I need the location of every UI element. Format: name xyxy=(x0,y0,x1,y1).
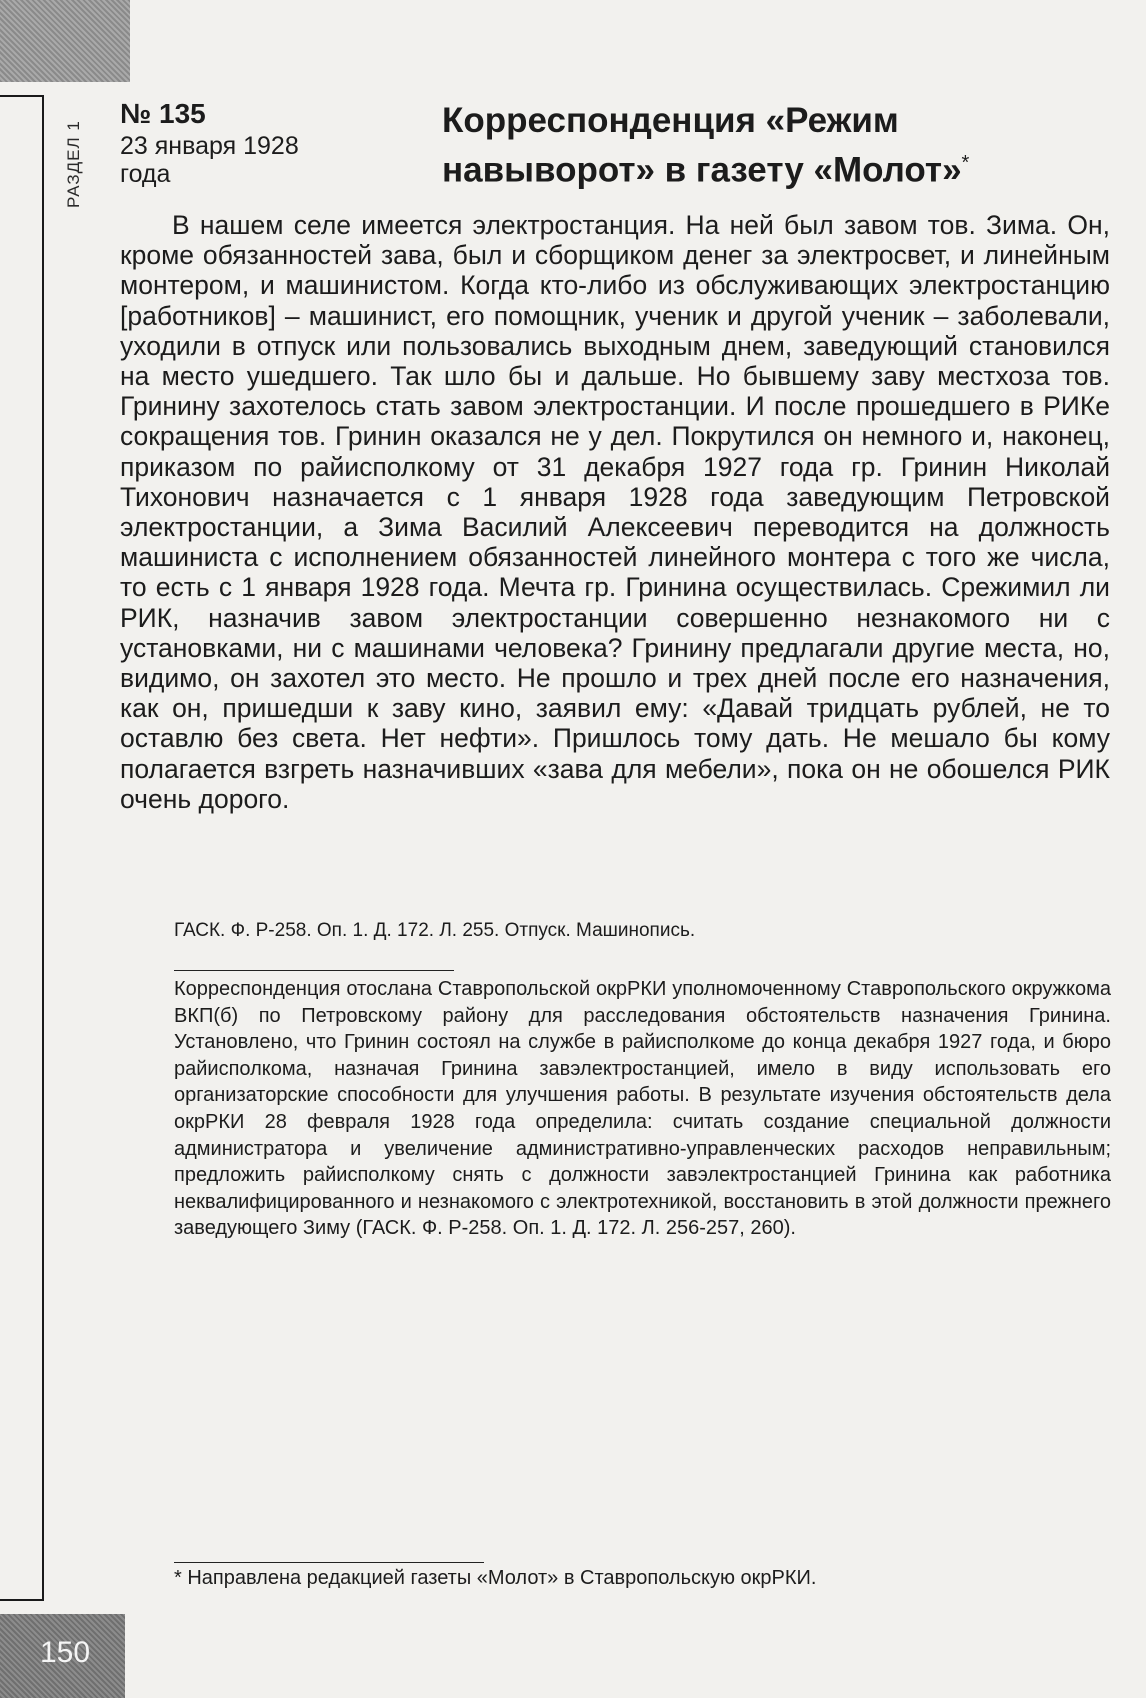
annotation-divider xyxy=(174,970,454,971)
page-number: 150 xyxy=(40,1636,91,1669)
footnote: * Направлена редакцией газеты «Молот» в Ставропольскую окрРКИ. xyxy=(174,1567,817,1589)
archival-source: ГАСК. Ф. Р-258. Оп. 1. Д. 172. Л. 255. Отпуск. Машинопись. xyxy=(174,920,696,941)
title-footnote-mark: * xyxy=(961,152,970,174)
editorial-annotation: Корреспонденция отослана Ставропольской окрРКИ уполномоченному Ставропольского окружкома ВКП(б) по Петровскому району для расследования обстоятельств назначения Гринина. Установлено, что Гринин состоял на службе в райисполкоме до конца декабря 1927 года, и бюро райисполкома, назначая Гринина завэлектростанцией, имело в виду использовать его организаторские способности для улучшения работы. В результате изучения обстоятельств дела окрРКИ 28 февраля 1928 года определила: считать создание специальной должности администратора и увеличение административно-управленческих расходов неправильным; предложить райисполкому снять с должности завэлектростанцией Гринина как работника неквалифицированного и незнакомого с электротехникой, восстановить в этой должности прежнего заведующего Зиму (ГАСК. Ф. Р-258. Оп. 1. Д. 172. Л. 256-257, 260). xyxy=(174,978,1111,1240)
document-title xyxy=(442,100,1062,192)
footnote-divider xyxy=(174,1562,484,1563)
document-number: № 135 xyxy=(120,98,206,129)
margin-frame xyxy=(0,95,44,1601)
section-label: РАЗДЕЛ 1 xyxy=(64,120,83,208)
document-title-text: Корреспонденция «Режим навыворот» в газету «Молот» xyxy=(442,101,962,190)
document-date: 23 января 1928 года xyxy=(120,132,299,188)
document-body: В нашем селе имеется электростанция. На ней был завом тов. Зима. Он, кроме обязанностей зава, был и сборщиком денег за электросвет, и линейным монтером, и машинистом. Когда кто-либо из обслуживающих электростанцию [работников] – машинист, его помощник, ученик и другой ученик – заболевали, уходили в отпуск или пользовались выходным днем, заведующий становился на место ушедшего. Так шло бы и дальше. Но бывшему заву местхоза тов. Гринину захотелось стать завом электростанции. И после прошедшего в РИКе сокращения тов. Гринин оказался не у дел. Покрутился он немного и, наконец, приказом по райисполкому от 31 декабря 1927 года гр. Гринин Николай Тихонович назначается с 1 января 1928 года заведующим Петровской электростанции, а Зима Василий Алексеевич переводится на должность машиниста с исполнением обязанностей линейного монтера с того же числа, то есть с 1 января 1928 года. Мечта гр. Гринина осуществилась. Срежимил ли РИК, назначив завом электростанции совершенно незнакомого ни с установками, ни с машинами человека? Гринину предлагали другие места, но, видимо, он захотел это место. Не прошло и трех дней после его назначения, как он, пришедши к заву кино, заявил ему: «Давай тридцать рублей, не то оставлю без света. Нет нефти». Пришлось тому дать. Не мешало бы кому полагается взгреть назначивших «зава для мебели», пока он не обошелся РИК очень дорого. xyxy=(120,210,1110,814)
